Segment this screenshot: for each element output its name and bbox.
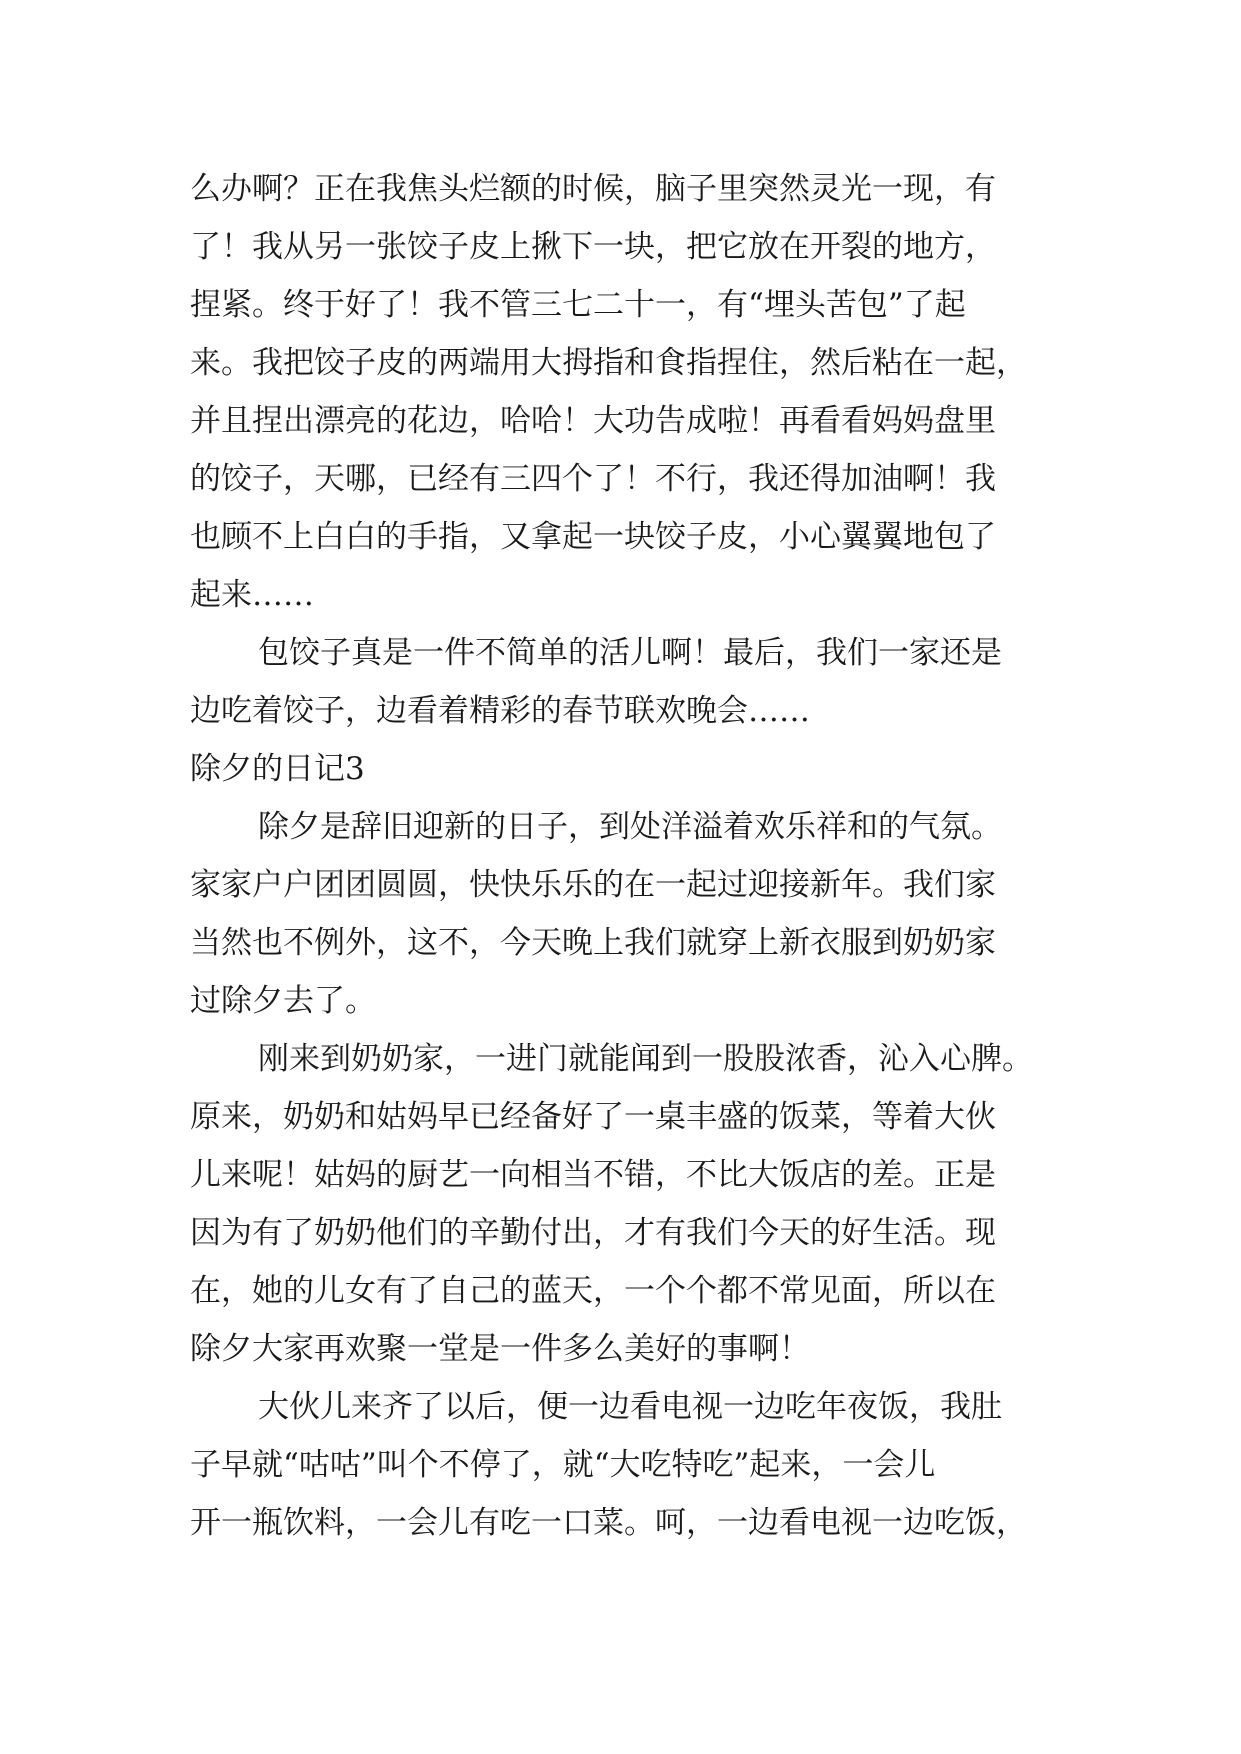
text-line: 因为有了奶奶他们的辛勤付出，才有我们今天的好生活。现 (190, 1215, 996, 1251)
text-line: 家家户户团团圆圆，快快乐乐的在一起过迎接新年。我们家 (190, 867, 996, 903)
text-line: 在，她的儿女有了自己的蓝天，一个个都不常见面，所以在 (190, 1273, 996, 1309)
paragraph-new-year-eve-intro (190, 798, 1060, 1030)
text-line: 捏紧。终于好了！我不管三七二十一，有“埋头苦包”了起 (190, 287, 966, 323)
text-line: 除夕是辞旧迎新的日子，到处洋溢着欢乐祥和的气氛。 (258, 809, 1002, 845)
paragraph-dinner (190, 1378, 1060, 1552)
text-line: 当然也不例外，这不，今天晚上我们就穿上新衣服到奶奶家 (190, 925, 996, 961)
text-line: 也顾不上白白的手指，又拿起一块饺子皮，小心翼翼地包了 (190, 519, 996, 555)
text-line: 大伙儿来齐了以后，便一边看电视一边吃年夜饭，我肚 (258, 1389, 1002, 1425)
text-line: 子早就“咕咕”叫个不停了，就“大吃特吃”起来，一会儿 (190, 1447, 936, 1483)
text-line: 刚来到奶奶家，一进门就能闻到一股股浓香，沁入心脾。 (258, 1041, 1033, 1077)
text-line: 儿来呢！姑妈的厨艺一向相当不错，不比大饭店的差。正是 (190, 1157, 996, 1193)
text-line: 开一瓶饮料，一会儿有吃一口菜。呵，一边看电视一边吃饭， (190, 1505, 1027, 1541)
paragraph-grandma-house (190, 1030, 1060, 1378)
text-line: 除夕大家再欢聚一堂是一件多么美好的事啊！ (190, 1331, 810, 1367)
paragraph-dumpling-making (190, 160, 1060, 624)
text-line: 么办啊？正在我焦头烂额的时候，脑子里突然灵光一现，有 (190, 171, 996, 207)
paragraph-conclusion (190, 624, 1060, 740)
text-line: 原来，奶奶和姑妈早已经备好了一桌丰盛的饭菜，等着大伙 (190, 1099, 996, 1135)
text-line: 边吃着饺子，边看着精彩的春节联欢晚会…… (190, 693, 810, 729)
text-line: 并且捏出漂亮的花边，哈哈！大功告成啦！再看看妈妈盘里 (190, 403, 996, 439)
text-line: 的饺子，天哪，已经有三四个了！不行，我还得加油啊！我 (190, 461, 996, 497)
text-line: 来。我把饺子皮的两端用大拇指和食指捏住，然后粘在一起， (190, 345, 1027, 381)
document-body (190, 160, 1060, 1552)
text-line: 包饺子真是一件不简单的活儿啊！最后，我们一家还是 (258, 635, 1002, 671)
text-line: 了！我从另一张饺子皮上揪下一块，把它放在开裂的地方， (190, 229, 996, 265)
text-line: 起来…… (190, 577, 314, 613)
section-title: 除夕的日记3 (190, 751, 365, 787)
text-line: 过除夕去了。 (190, 983, 376, 1019)
